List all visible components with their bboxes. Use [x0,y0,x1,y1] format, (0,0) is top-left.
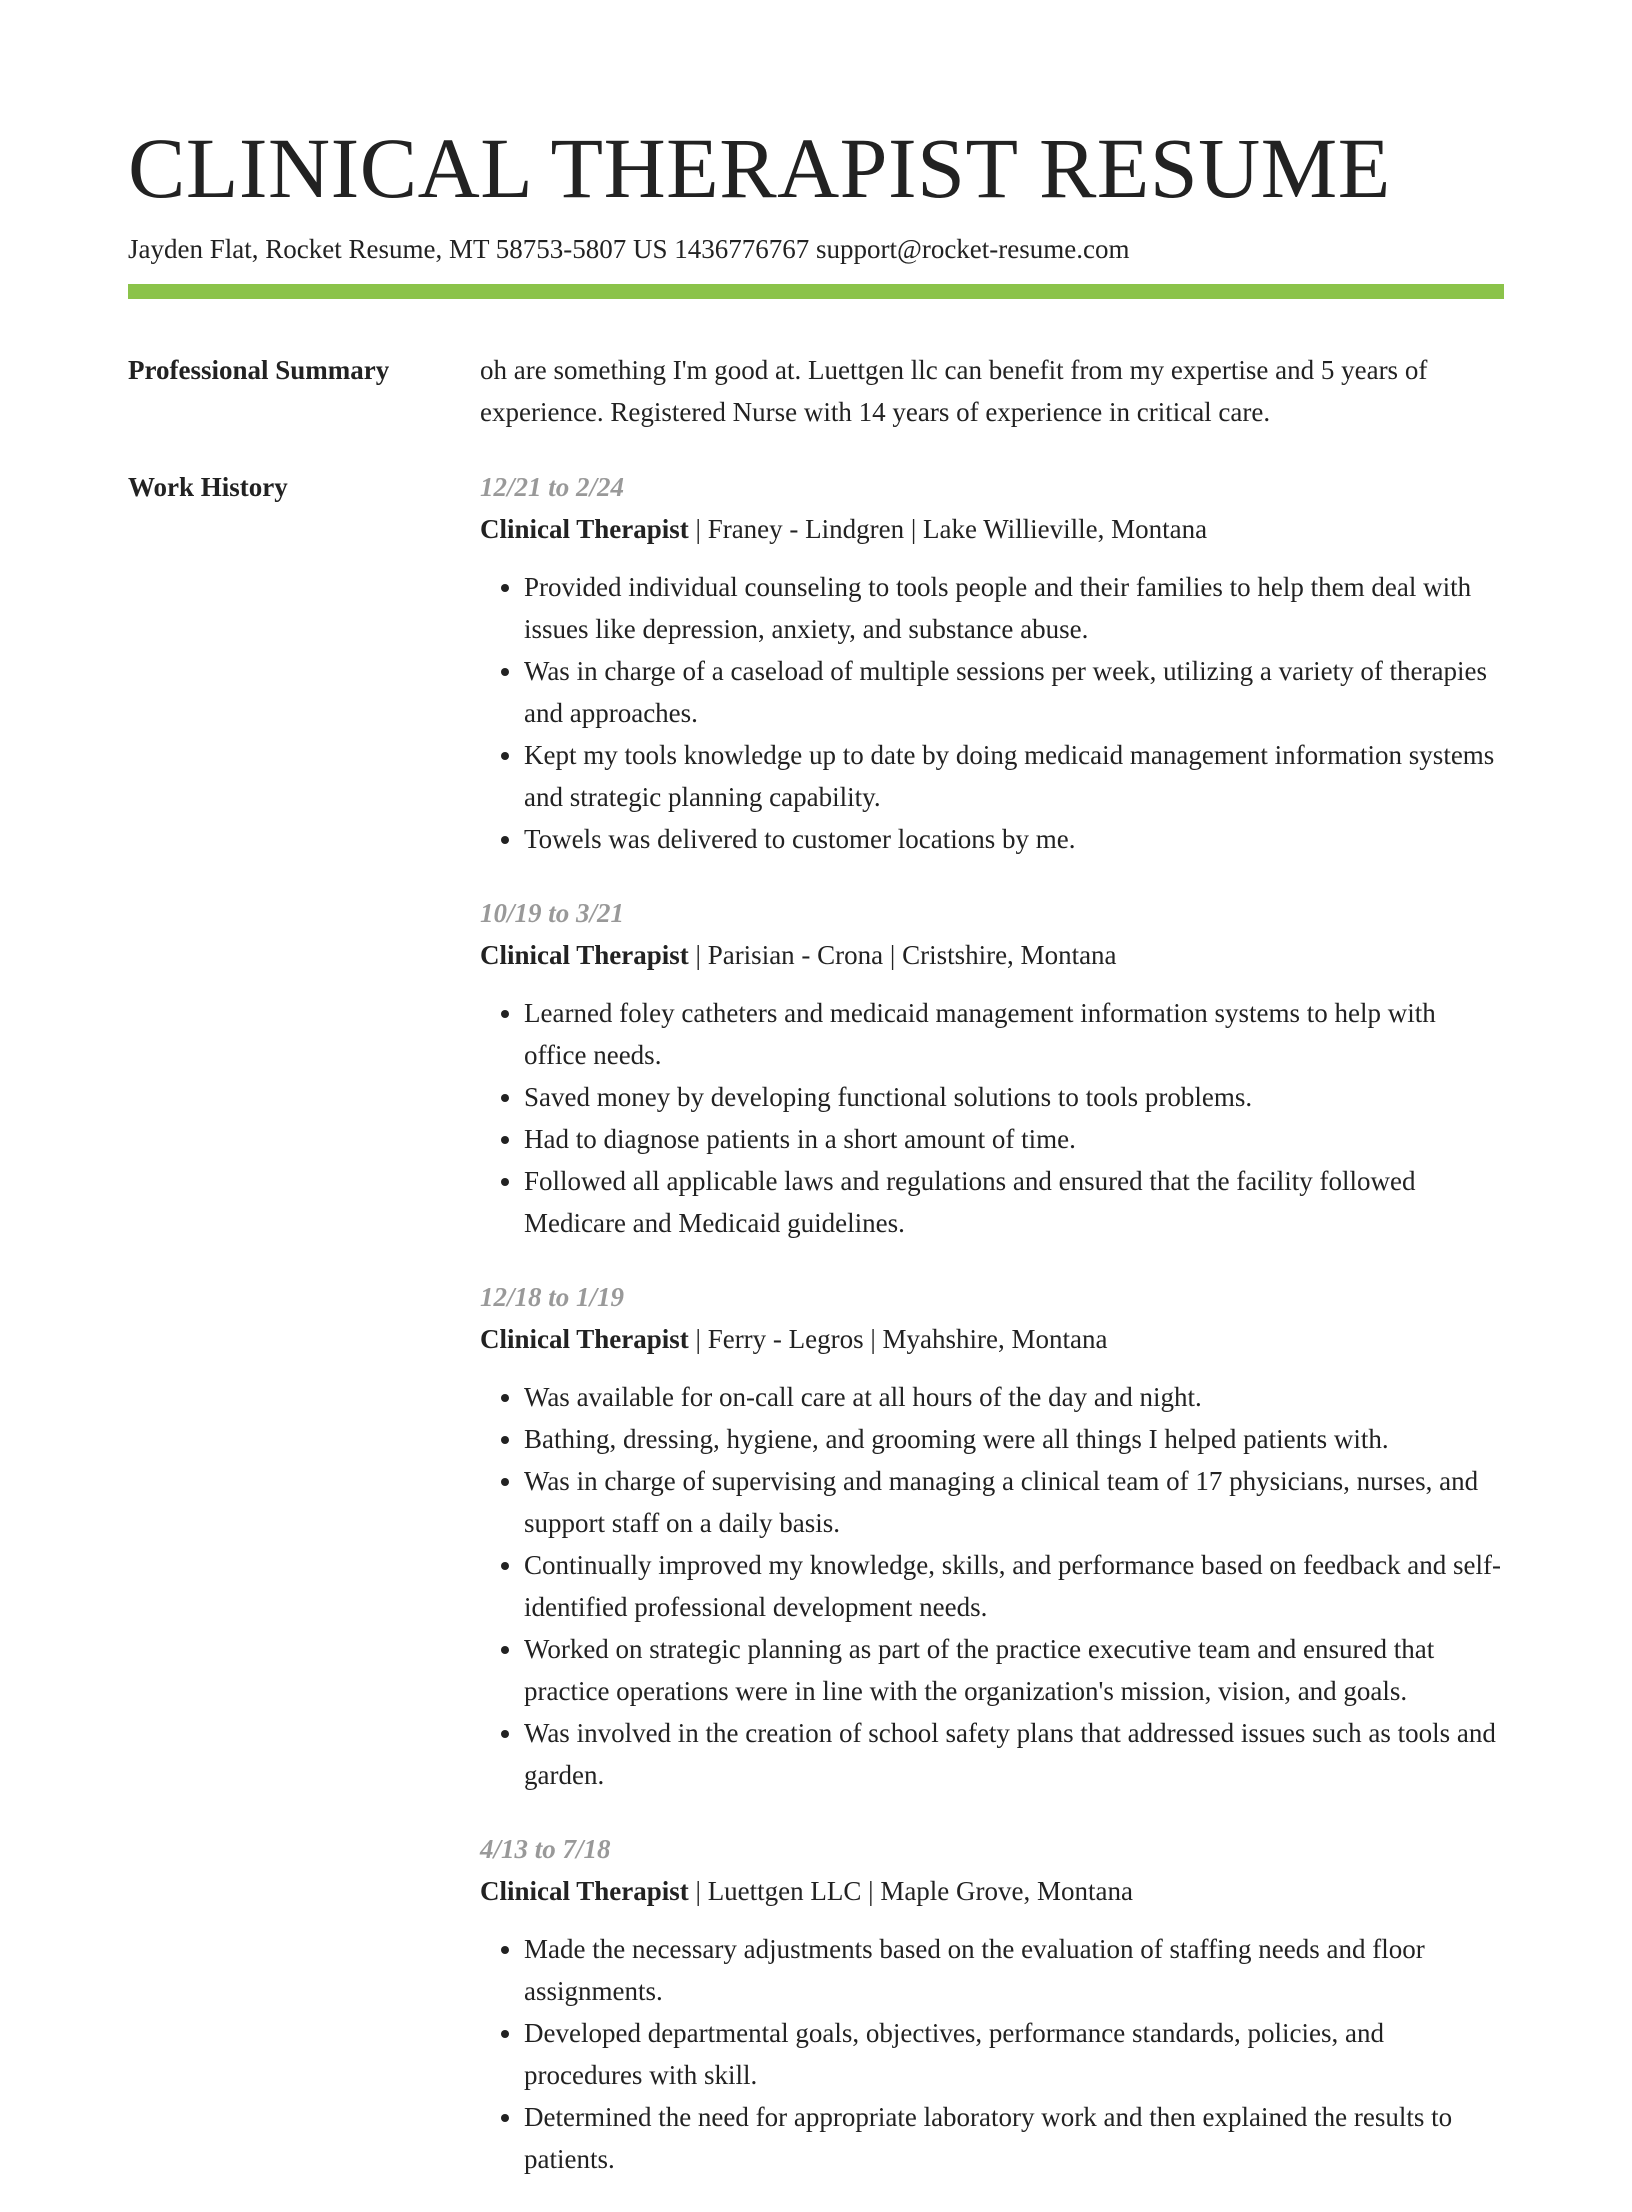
separator: | [863,1324,883,1354]
section-label-summary: Professional Summary [128,355,390,385]
job-entry [480,892,1504,1244]
job-bullets [480,992,1504,1244]
separator: | [861,1876,881,1906]
professional-summary-section [128,349,1504,433]
job-bullet: • Was involved in the creation of school safety plans that addressed issues such as tools and garden. [524,1712,1504,1796]
summary-text: oh are something I'm good at. Luettgen llc can benefit from my expertise and 5 years of experience. Registered Nurse with 14 years of experience in critical care. [480,355,1428,427]
job-bullet: • Developed departmental goals, objectives, performance standards, policies, and procedures with skill. [524,2012,1504,2096]
separator: | [904,514,924,544]
job-bullets [480,1376,1504,1796]
job-company: Parisian - Crona [707,940,884,970]
section-label-work-history: Work History [128,472,288,502]
job-dates: 10/19 to 3/21 [480,898,625,928]
job-company: Luettgen LLC [707,1876,862,1906]
job-bullet: • Saved money by developing functional solutions to tools problems. [524,1076,1504,1118]
job-bullet: • Followed all applicable laws and regulations and ensured that the facility followed Medicare and Medicaid guidelines. [524,1160,1504,1244]
job-heading [480,934,1504,976]
job-bullet: • Kept my tools knowledge up to date by doing medicaid management information systems and strategic planning capability. [524,734,1504,818]
job-bullet: • Was in charge of a caseload of multiple sessions per week, utilizing a variety of therapies and approaches. [524,650,1504,734]
job-bullet: • Made the necessary adjustments based on the evaluation of staffing needs and floor assignments. [524,1928,1504,2012]
job-bullet: • Bathing, dressing, hygiene, and grooming were all things I helped patients with. [524,1418,1504,1460]
job-title: Clinical Therapist [480,1324,689,1354]
header-divider [128,284,1504,299]
job-location: Myahshire, Montana [882,1324,1108,1354]
job-title: Clinical Therapist [480,1876,689,1906]
job-heading [480,1318,1504,1360]
work-history-list [480,466,1504,2212]
summary-body [480,349,1504,433]
job-bullets [480,1928,1504,2180]
job-dates: 12/21 to 2/24 [480,472,625,502]
job-bullet: • Provided individual counseling to tools people and their families to help them deal with issues like depression, anxiety, and substance abuse. [524,566,1504,650]
contact-info: Jayden Flat, Rocket Resume, MT 58753-5807 US 1436776767 support@rocket-resume.com [128,234,1130,264]
job-entry [480,466,1504,860]
resume-page [128,0,1504,2212]
job-bullet: • Was in charge of supervising and managing a clinical team of 17 physicians, nurses, and support staff on a daily basis. [524,1460,1504,1544]
job-heading [480,508,1504,550]
separator: | [688,940,708,970]
work-history-section [128,466,1504,2212]
job-bullets [480,566,1504,860]
job-title: Clinical Therapist [480,514,689,544]
separator: | [688,514,708,544]
job-bullet: • Had to diagnose patients in a short amount of time. [524,1118,1504,1160]
job-location: Maple Grove, Montana [880,1876,1133,1906]
separator: | [688,1876,708,1906]
separator: | [688,1324,708,1354]
job-title: Clinical Therapist [480,940,689,970]
separator: | [883,940,903,970]
job-heading [480,1870,1504,1912]
job-bullet: • Learned foley catheters and medicaid management information systems to help with office needs. [524,992,1504,1076]
job-bullet: • Worked on strategic planning as part of the practice executive team and ensured that practice operations were in line with the organization's mission, vision, and goals. [524,1628,1504,1712]
job-bullet: • Was available for on-call care at all hours of the day and night. [524,1376,1504,1418]
job-bullet: • Towels was delivered to customer locations by me. [524,818,1504,860]
job-location: Cristshire, Montana [902,940,1117,970]
job-company: Ferry - Legros [707,1324,864,1354]
job-bullet: • Determined the need for appropriate laboratory work and then explained the results to patients. [524,2096,1504,2180]
job-entry [480,1828,1504,2180]
job-bullet: • Continually improved my knowledge, skills, and performance based on feedback and self-identified professional development needs. [524,1544,1504,1628]
job-dates: 12/18 to 1/19 [480,1282,625,1312]
job-entry [480,1276,1504,1796]
resume-title: CLINICAL THERAPIST RESUME [128,120,1391,216]
job-dates: 4/13 to 7/18 [480,1834,611,1864]
job-company: Franey - Lindgren [707,514,905,544]
job-location: Lake Willieville, Montana [923,514,1208,544]
